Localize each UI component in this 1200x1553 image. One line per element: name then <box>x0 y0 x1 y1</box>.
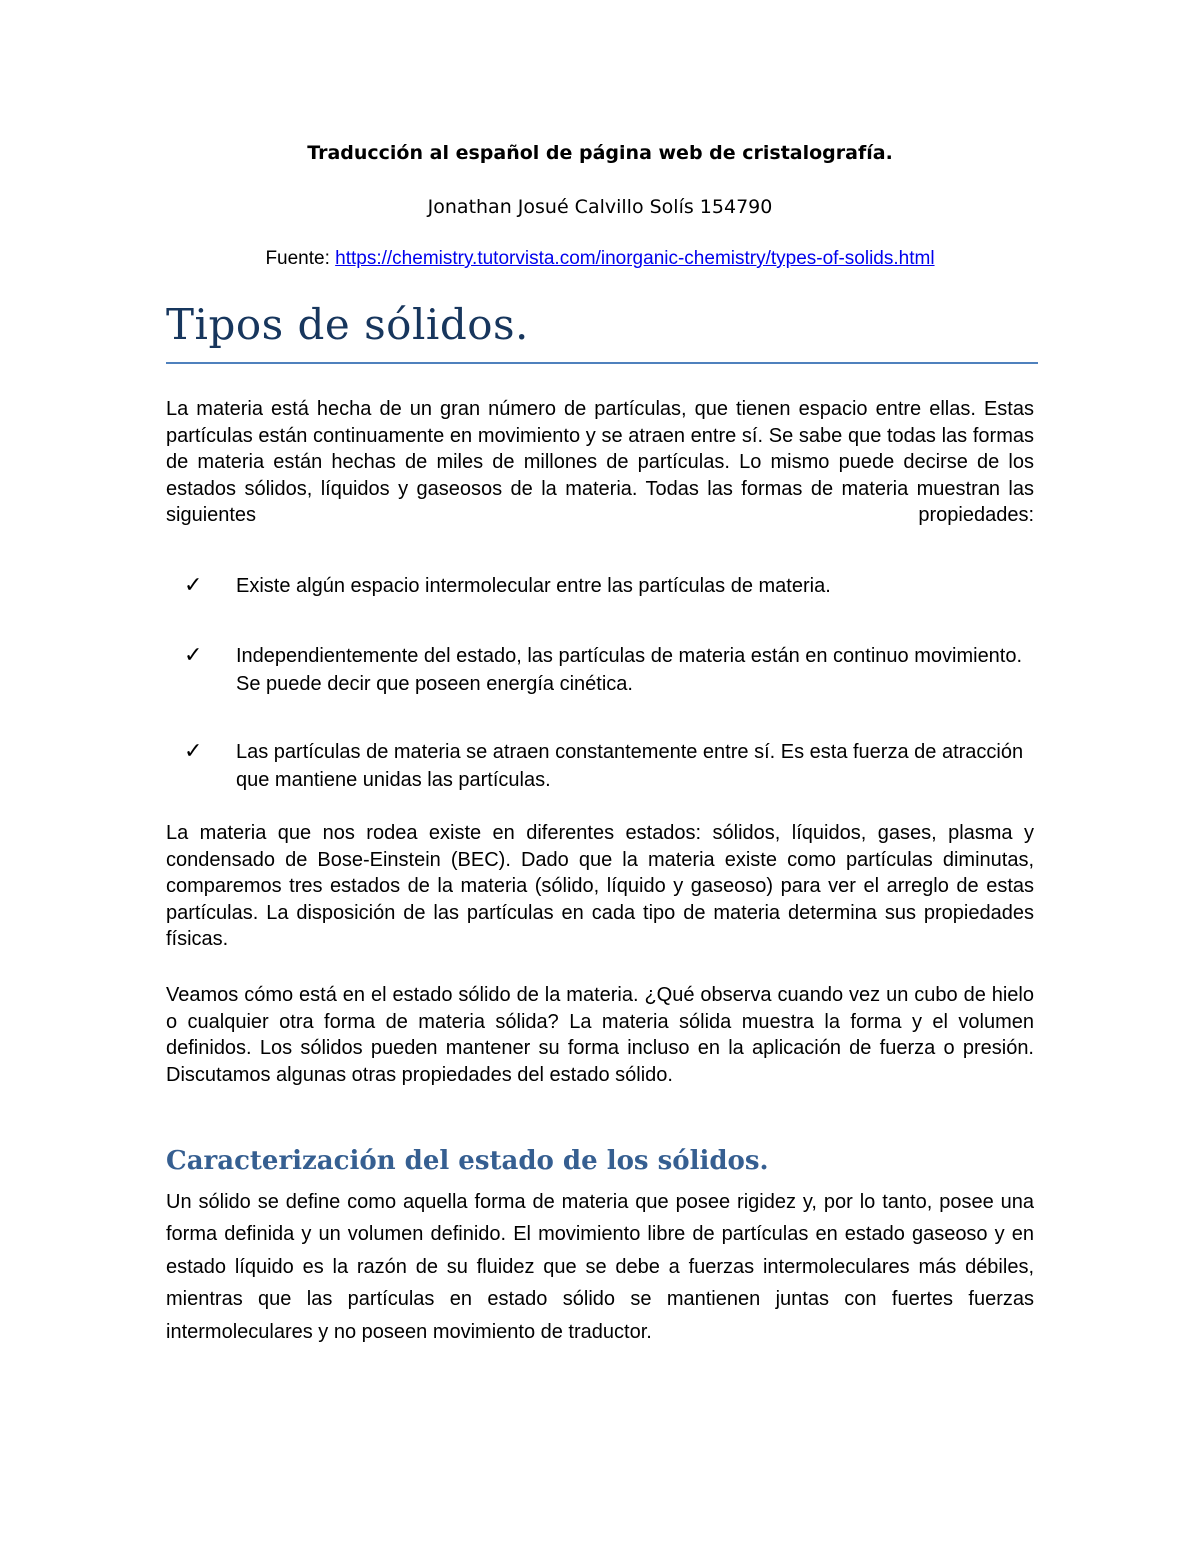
checkmark-icon: ✓ <box>184 739 203 764</box>
list-item-text: Independientemente del estado, las partículas de materia están en continuo movimiento. Se puede decir que poseen energía cinética. <box>236 645 1023 695</box>
author-line: Jonathan Josué Calvillo Solís 154790 <box>427 196 773 218</box>
paragraph-definicion-solido: Un sólido se define como aquella forma de materia que posee rigidez y, por lo tanto, posee una forma definida y un volumen definido. El movimiento libre de partículas en estado gaseoso y en estado líquido es la razón de su fluidez que se debe a fuerzas intermoleculares más débiles, mientras que las partículas en estado sólido se mantienen juntas con fuertes fuerzas intermoleculares y no poseen movimiento de traductor. <box>166 1191 1034 1343</box>
checkmark-icon: ✓ <box>184 643 203 668</box>
source-line <box>0 248 1200 270</box>
heading-caracterizacion: Caracterización del estado de los sólidos. <box>166 1146 769 1176</box>
paragraph-estado-solido: Veamos cómo está en el estado sólido de la materia. ¿Qué observa cuando vez un cubo de hielo o cualquier otra forma de materia sólida? La materia sólida muestra la forma y el volumen definidos. Los sólidos pueden mantener su forma incluso en la aplicación de fuerza o presión. Discutamos algunas otras propiedades del estado sólido. <box>166 984 1034 1086</box>
list-item <box>184 572 1036 600</box>
list-item <box>184 642 1036 698</box>
source-label: Fuente: <box>265 248 330 269</box>
list-item <box>184 738 1036 794</box>
checkmark-icon: ✓ <box>184 573 203 598</box>
paragraph-intro: La materia está hecha de un gran número de partículas, que tienen espacio entre ellas. Estas partículas están continuamente en movimiento y se atraen entre sí. Se sabe que todas las formas de materia están hechas de miles de millones de partículas. Lo mismo puede decirse de los estados sólidos, líquidos y gaseosos de la materia. Todas las formas de materia muestran las siguientes propiedades: <box>166 398 1034 526</box>
heading-underline-rule <box>166 362 1038 364</box>
document-title: Traducción al español de página web de cristalografía. <box>307 142 893 164</box>
heading-tipos-de-solidos: Tipos de sólidos. <box>166 300 529 349</box>
paragraph-estados-materia: La materia que nos rodea existe en diferentes estados: sólidos, líquidos, gases, plasma y condensado de Bose-Einstein (BEC). Dado que la materia existe como partículas diminutas, comparemos tres estados de la materia (sólido, líquido y gaseoso) para ver el arreglo de estas partículas. La disposición de las partículas en cada tipo de materia determina sus propiedades físicas. <box>166 822 1034 950</box>
source-link[interactable]: https://chemistry.tutorvista.com/inorganic-chemistry/types-of-solids.html <box>335 248 935 269</box>
list-item-text: Las partículas de materia se atraen constantemente entre sí. Es esta fuerza de atracción que mantiene unidas las partículas. <box>236 741 1024 791</box>
list-item-text: Existe algún espacio intermolecular entre las partículas de materia. <box>236 575 831 597</box>
